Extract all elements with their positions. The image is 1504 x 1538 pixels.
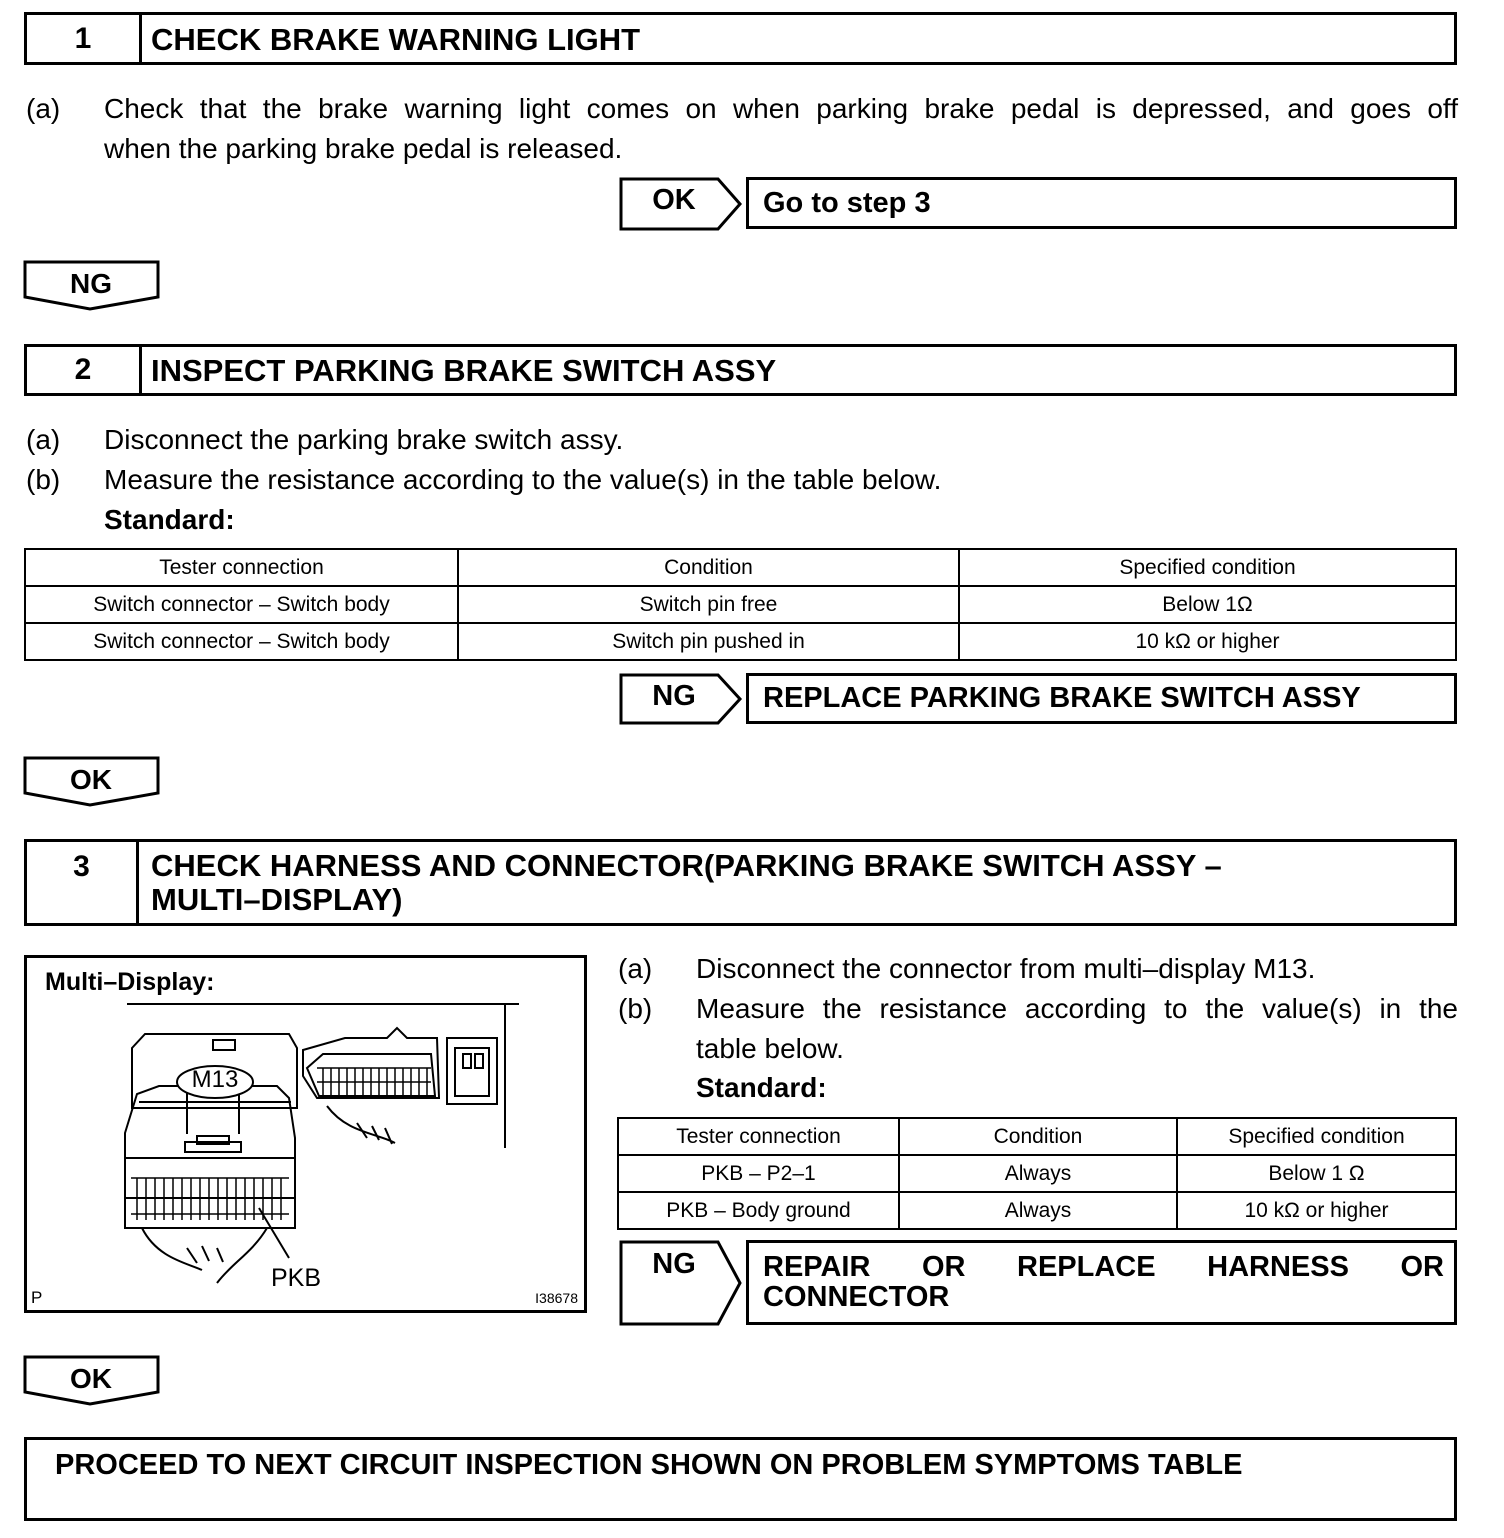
- table-header-row: [618, 1118, 1456, 1155]
- item-text-line1: Measure the resistance according to the value(s) in the: [696, 993, 1458, 1024]
- table-header-row: [25, 549, 1456, 586]
- step-title: INSPECT PARKING BRAKE SWITCH ASSY: [151, 353, 777, 388]
- item-text-line2: table below.: [696, 1033, 844, 1064]
- table-cell: 10 kΩ or higher: [959, 623, 1456, 660]
- step-number: 1: [27, 15, 142, 62]
- table-header-cell: Condition: [899, 1118, 1177, 1155]
- step-3-item-b: [618, 989, 1458, 1069]
- result-tag-label: NG: [652, 1248, 696, 1280]
- step-number: 3: [27, 842, 139, 923]
- table-row: [25, 586, 1456, 623]
- step-2-item-b: [26, 460, 1458, 500]
- table-cell: Always: [899, 1192, 1177, 1229]
- step-3-spec-table: [617, 1117, 1457, 1230]
- table-header-cell: Tester connection: [25, 549, 458, 586]
- result-text: REPLACE PARKING BRAKE SWITCH ASSY: [763, 682, 1361, 714]
- step-2-item-a: [26, 420, 1458, 460]
- table-row: [618, 1155, 1456, 1192]
- result-text-line1: REPAIR OR REPLACE HARNESS OR: [763, 1251, 1444, 1283]
- step-title-line2: MULTI–DISPLAY): [151, 882, 403, 917]
- table-header-cell: Specified condition: [1177, 1118, 1456, 1155]
- item-label: (b): [618, 993, 653, 1024]
- result-text: Go to step 3: [763, 187, 931, 219]
- table-cell: Switch pin free: [458, 586, 959, 623]
- table-row: [618, 1192, 1456, 1229]
- result-tag-label: NG: [652, 680, 696, 712]
- result-box: [746, 1240, 1457, 1325]
- table-header-cell: Tester connection: [618, 1118, 899, 1155]
- step-2-header: [24, 344, 1457, 396]
- table-cell: Below 1Ω: [959, 586, 1456, 623]
- table-cell: Switch pin pushed in: [458, 623, 959, 660]
- result-box: [746, 177, 1457, 229]
- item-text-line1: Check that the brake warning light comes on when parking brake pedal is depressed, and goes off: [104, 93, 1458, 124]
- down-tab-label: NG: [70, 268, 112, 299]
- item-text: Disconnect the connector from multi–display M13.: [696, 953, 1316, 984]
- connector-label-m13: M13: [191, 1066, 239, 1093]
- result-box: [746, 673, 1457, 724]
- step-title: CHECK BRAKE WARNING LIGHT: [151, 22, 641, 57]
- table-cell: Switch connector – Switch body: [25, 586, 458, 623]
- result-text-line2: CONNECTOR: [763, 1281, 950, 1313]
- item-text: Disconnect the parking brake switch assy.: [104, 424, 624, 455]
- step-3-item-a: [618, 949, 1458, 989]
- item-label: (a): [26, 424, 61, 455]
- standard-label: Standard:: [696, 1072, 827, 1103]
- table-header-cell: Specified condition: [959, 549, 1456, 586]
- table-header-cell: Condition: [458, 549, 959, 586]
- table-cell: Always: [899, 1155, 1177, 1192]
- step-1-header: [24, 12, 1457, 65]
- figure-id: I38678: [535, 1290, 578, 1306]
- down-tab-label: OK: [70, 1363, 112, 1394]
- table-row: [25, 623, 1456, 660]
- connector-drawing: [27, 958, 584, 1310]
- item-label: (b): [26, 464, 61, 495]
- item-label: (a): [618, 953, 653, 984]
- figure-caption: Multi–Display:: [45, 968, 215, 996]
- final-instruction-text: PROCEED TO NEXT CIRCUIT INSPECTION SHOWN ON PROBLEM SYMPTOMS TABLE: [55, 1449, 1243, 1481]
- step-3-header: [24, 839, 1457, 926]
- table-cell: Below 1 Ω: [1177, 1155, 1456, 1192]
- step-title-line1: CHECK HARNESS AND CONNECTOR(PARKING BRAKE SWITCH ASSY –: [151, 848, 1222, 883]
- table-cell: PKB – Body ground: [618, 1192, 899, 1229]
- table-cell: 10 kΩ or higher: [1177, 1192, 1456, 1229]
- item-text: Measure the resistance according to the value(s) in the table below.: [104, 464, 942, 495]
- step-2-spec-table: [24, 548, 1457, 661]
- item-text-line2: when the parking brake pedal is released.: [104, 133, 623, 164]
- table-cell: Switch connector – Switch body: [25, 623, 458, 660]
- connector-figure: [24, 955, 587, 1313]
- final-instruction-box: [24, 1437, 1457, 1521]
- table-cell: PKB – P2–1: [618, 1155, 899, 1192]
- result-tag-label: OK: [652, 184, 696, 216]
- down-tab-label: OK: [70, 764, 112, 795]
- pin-label-pkb: PKB: [271, 1264, 322, 1292]
- item-label: (a): [26, 93, 61, 124]
- figure-corner-label: P: [31, 1288, 43, 1307]
- standard-label: Standard:: [104, 504, 235, 535]
- step-number: 2: [27, 347, 142, 393]
